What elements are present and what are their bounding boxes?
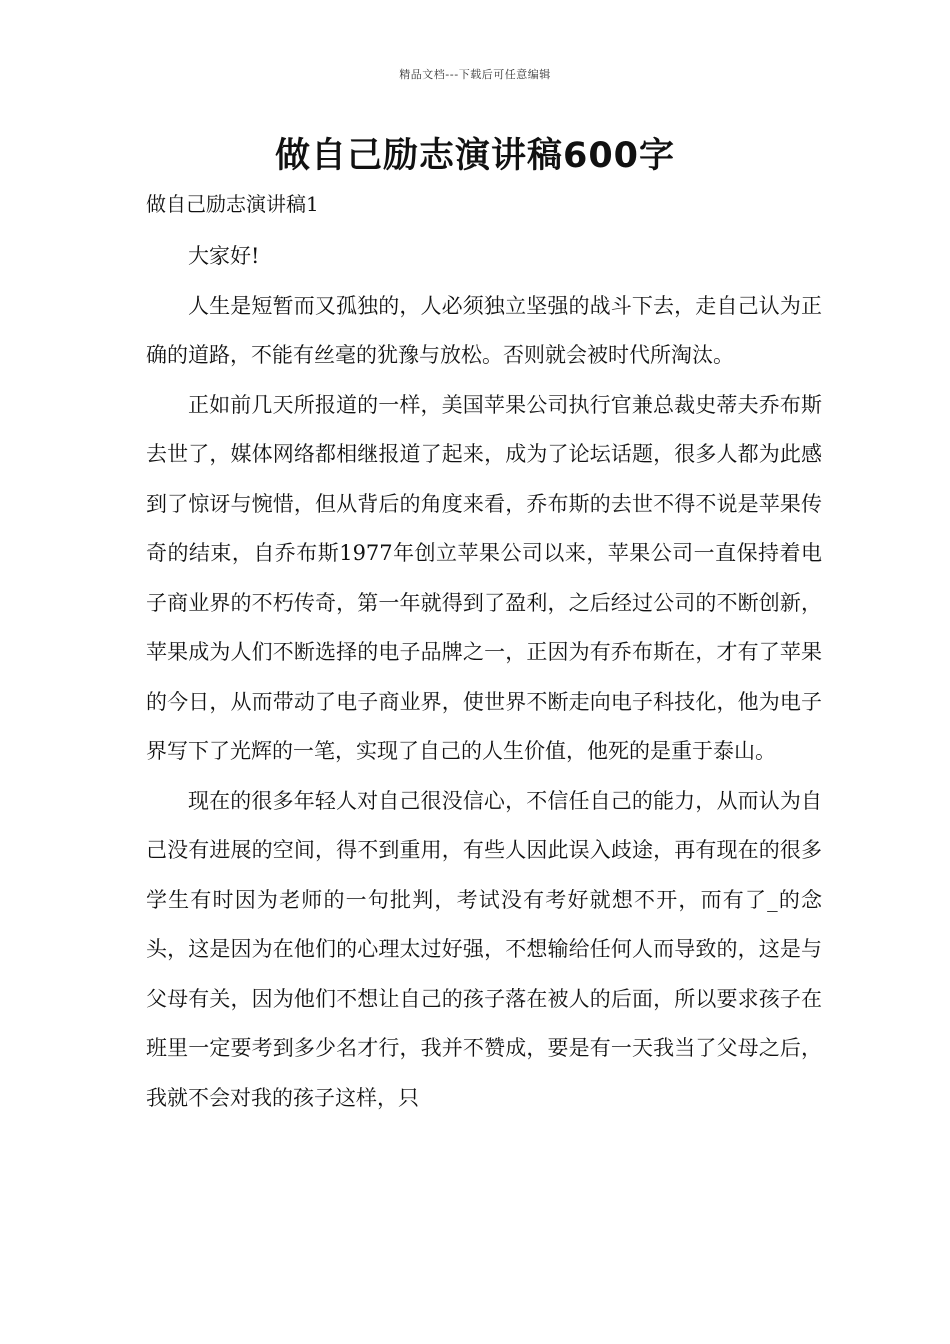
document-title: 做自己励志演讲稿600字 xyxy=(274,136,676,176)
document-body xyxy=(146,232,822,1123)
paragraph-1: 人生是短暂而又孤独的，人必须独立坚强的战斗下去，走自己认为正确的道路，不能有丝毫的犹豫与放松。否则就会被时代所淘汰。 xyxy=(146,293,822,367)
paragraph-3: 现在的很多年轻人对自己很没信心，不信任自己的能力，从而认为自己没有进展的空间，得不到重用，有些人因此误入歧途，再有现在的很多学生有时因为老师的一句批判，考试没有考好就想不开，而有了_的念头，这是因为在他们的心理太过好强，不想输给任何人而导致的，这是与父母有关，因为他们不想让自己的孩子落在被人的后面，所以要求孩子在班里一定要考到多少名才行，我并不赞成，要是有一天我当了父母之后，我就不会对我的孩子这样，只 xyxy=(146,788,822,1110)
paragraph-greeting: 大家好! xyxy=(188,244,260,268)
document-subtitle: 做自己励志演讲稿1 xyxy=(146,192,319,216)
header-note: 精品文档---下载后可任意编辑 xyxy=(399,68,551,81)
paragraph-2: 正如前几天所报道的一样，美国苹果公司执行官兼总裁史蒂夫乔布斯去世了，媒体网络都相继报道了起来，成为了论坛话题，很多人都为此感到了惊讶与惋惜，但从背后的角度来看，乔布斯的去世不得不说是苹果传奇的结束，自乔布斯1977年创立苹果公司以来，苹果公司一直保持着电子商业界的不朽传奇，第一年就得到了盈利，之后经过公司的不断创新，苹果成为人们不断选择的电子品牌之一，正因为有乔布斯在，才有了苹果的今日，从而带动了电子商业界，使世界不断走向电子科技化，他为电子界写下了光辉的一笔，实现了自己的人生价值，他死的是重于泰山。 xyxy=(146,392,822,763)
